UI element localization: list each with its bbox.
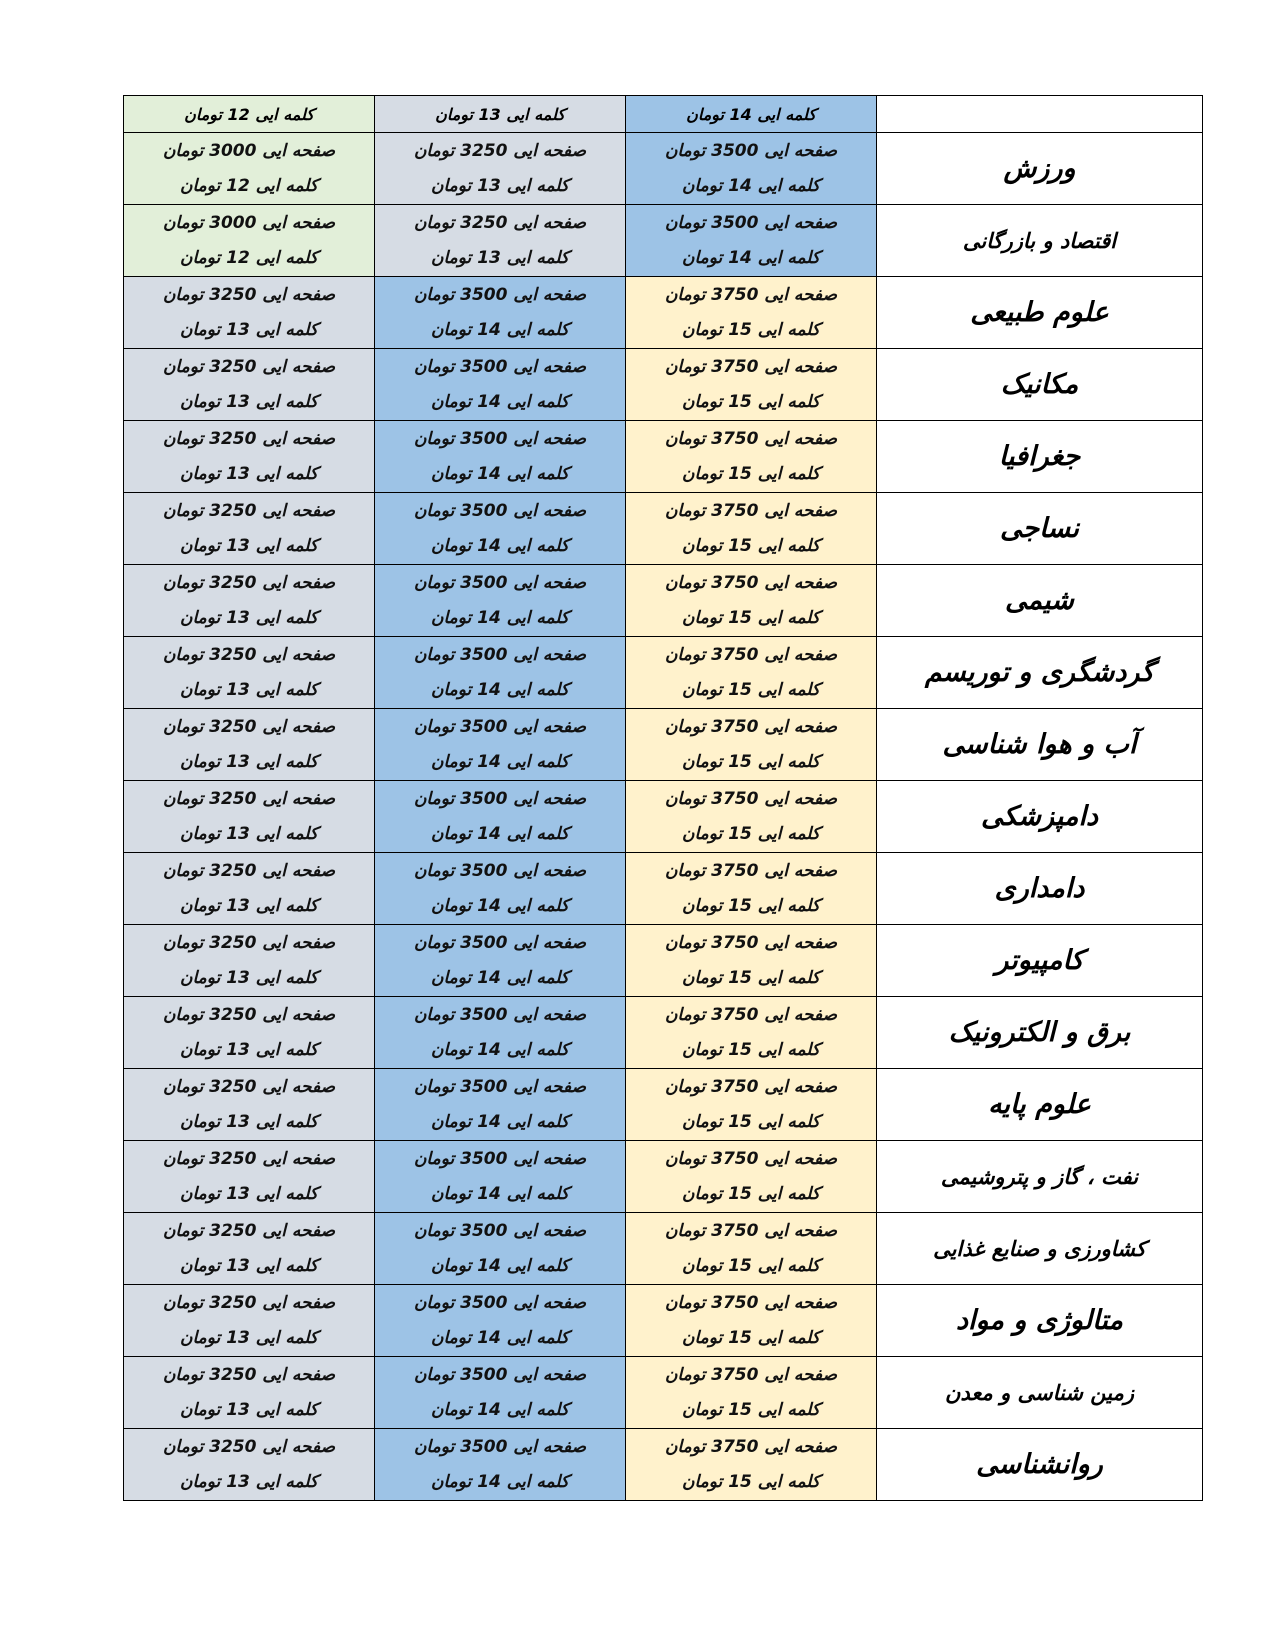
table-row [124, 1069, 1203, 1141]
subject-cell: روانشناسی [877, 1429, 1203, 1501]
word-price: کلمه ایی 13 تومان [180, 1399, 318, 1420]
price-cell [375, 853, 626, 925]
word-price: کلمه ایی 15 تومان [682, 463, 820, 484]
word-price: کلمه ایی 14 تومان [682, 247, 820, 268]
word-price: کلمه ایی 15 تومان [682, 1111, 820, 1132]
subject-cell: متالوژی و مواد [877, 1285, 1203, 1357]
subject-cell: گردشگری و توریسم [877, 637, 1203, 709]
word-price: کلمه ایی 13 تومان [180, 1039, 318, 1060]
page-price: صفحه ایی 3750 تومان [664, 1292, 838, 1313]
word-price: کلمه ایی 12 تومان [180, 175, 318, 196]
page-price: صفحه ایی 3500 تومان [413, 1148, 587, 1169]
price-cell [124, 637, 375, 709]
page-price: صفحه ایی 3750 تومان [664, 356, 838, 377]
header-subject [877, 96, 1203, 133]
word-price: کلمه ایی 13 تومان [180, 1327, 318, 1348]
page-price: صفحه ایی 3000 تومان [162, 140, 336, 161]
page-price: صفحه ایی 3250 تومان [162, 716, 336, 737]
word-price: کلمه ایی 12 تومان [180, 247, 318, 268]
table-row [124, 493, 1203, 565]
page-price: صفحه ایی 3250 تومان [162, 572, 336, 593]
price-cell [375, 349, 626, 421]
subject-cell: دامداری [877, 853, 1203, 925]
page-price: صفحه ایی 3750 تومان [664, 428, 838, 449]
page-price: صفحه ایی 3750 تومان [664, 1004, 838, 1025]
price-cell [124, 493, 375, 565]
word-price: کلمه ایی 15 تومان [682, 1471, 820, 1492]
page-price: صفحه ایی 3750 تومان [664, 1076, 838, 1097]
price-cell [375, 1141, 626, 1213]
word-price: کلمه ایی 14 تومان [431, 679, 569, 700]
page-price: صفحه ایی 3250 تومان [162, 860, 336, 881]
word-price: کلمه ایی 14 تومان [431, 1327, 569, 1348]
word-price: کلمه ایی 14 تومان [431, 1039, 569, 1060]
price-cell [375, 781, 626, 853]
subject-cell: علوم پایه [877, 1069, 1203, 1141]
subject-cell: نساجی [877, 493, 1203, 565]
word-price: کلمه ایی 13 تومان [431, 175, 569, 196]
price-cell [375, 493, 626, 565]
word-price: کلمه ایی 13 تومان [180, 1255, 318, 1276]
page-price: صفحه ایی 3750 تومان [664, 572, 838, 593]
word-price: کلمه ایی 13 تومان [431, 247, 569, 268]
subject-cell: کامپیوتر [877, 925, 1203, 997]
page-price: صفحه ایی 3250 تومان [162, 932, 336, 953]
table-row [124, 133, 1203, 205]
word-price: کلمه ایی 15 تومان [682, 751, 820, 772]
page-price: صفحه ایی 3500 تومان [413, 1220, 587, 1241]
page-price: صفحه ایی 3500 تومان [413, 500, 587, 521]
word-price: کلمه ایی 14 تومان [431, 1399, 569, 1420]
price-cell [626, 421, 877, 493]
price-cell [626, 709, 877, 781]
word-price: کلمه ایی 13 تومان [180, 1471, 318, 1492]
word-price: کلمه ایی 15 تومان [682, 679, 820, 700]
price-cell [375, 1285, 626, 1357]
price-cell [626, 493, 877, 565]
word-price: کلمه ایی 15 تومان [682, 895, 820, 916]
word-price: کلمه ایی 14 تومان [431, 1183, 569, 1204]
page-price: صفحه ایی 3750 تومان [664, 788, 838, 809]
price-cell [375, 997, 626, 1069]
page-price: صفحه ایی 3250 تومان [162, 788, 336, 809]
word-price: کلمه ایی 14 تومان [431, 319, 569, 340]
page-price: صفحه ایی 3750 تومان [664, 1220, 838, 1241]
page-price: صفحه ایی 3250 تومان [162, 1220, 336, 1241]
page-price: صفحه ایی 3250 تومان [162, 284, 336, 305]
page-price: صفحه ایی 3250 تومان [162, 1436, 336, 1457]
subject-cell: علوم طبیعی [877, 277, 1203, 349]
price-cell [124, 565, 375, 637]
word-price: کلمه ایی 13 تومان [180, 679, 318, 700]
word-price: کلمه ایی 15 تومان [682, 1255, 820, 1276]
page-price: صفحه ایی 3250 تومان [162, 428, 336, 449]
page-price: صفحه ایی 3250 تومان [162, 1004, 336, 1025]
word-price: کلمه ایی 14 تومان [431, 751, 569, 772]
price-cell [626, 277, 877, 349]
price-cell [375, 1213, 626, 1285]
word-price: کلمه ایی 14 تومان [431, 391, 569, 412]
price-cell [375, 277, 626, 349]
page-price: صفحه ایی 3500 تومان [413, 1004, 587, 1025]
word-price: کلمه ایی 14 تومان [682, 175, 820, 196]
price-table [123, 95, 1203, 1501]
page-price: صفحه ایی 3250 تومان [162, 1292, 336, 1313]
word-price: کلمه ایی 13 تومان [180, 823, 318, 844]
price-cell [124, 925, 375, 997]
page-price: صفحه ایی 3750 تومان [664, 284, 838, 305]
word-price: کلمه ایی 14 تومان [431, 1111, 569, 1132]
page-price: صفحه ایی 3250 تومان [413, 140, 587, 161]
page-price: صفحه ایی 3500 تومان [413, 284, 587, 305]
price-cell [375, 565, 626, 637]
header-tier-12: کلمه ایی 12 تومان [124, 96, 375, 133]
page-price: صفحه ایی 3500 تومان [413, 572, 587, 593]
header-tier-14: کلمه ایی 14 تومان [626, 96, 877, 133]
price-cell [124, 421, 375, 493]
page-price: صفحه ایی 3250 تومان [162, 500, 336, 521]
word-price: کلمه ایی 15 تومان [682, 1183, 820, 1204]
page-price: صفحه ایی 3500 تومان [413, 1364, 587, 1385]
page-price: صفحه ایی 3500 تومان [413, 788, 587, 809]
word-price: کلمه ایی 13 تومان [180, 319, 318, 340]
page-price: صفحه ایی 3500 تومان [413, 860, 587, 881]
price-cell [375, 421, 626, 493]
page-price: صفحه ایی 3750 تومان [664, 500, 838, 521]
price-cell [124, 853, 375, 925]
page-price: صفحه ایی 3750 تومان [664, 1364, 838, 1385]
table-row [124, 277, 1203, 349]
word-price: کلمه ایی 14 تومان [431, 967, 569, 988]
table-row [124, 205, 1203, 277]
price-cell [626, 637, 877, 709]
page-price: صفحه ایی 3500 تومان [413, 716, 587, 737]
price-cell [626, 1141, 877, 1213]
word-price: کلمه ایی 14 تومان [431, 823, 569, 844]
page-price: صفحه ایی 3750 تومان [664, 716, 838, 737]
word-price: کلمه ایی 13 تومان [180, 607, 318, 628]
word-price: کلمه ایی 15 تومان [682, 967, 820, 988]
price-cell [626, 1285, 877, 1357]
word-price: کلمه ایی 13 تومان [180, 391, 318, 412]
price-cell [124, 277, 375, 349]
price-cell [124, 205, 375, 277]
word-price: کلمه ایی 14 تومان [431, 1255, 569, 1276]
word-price: کلمه ایی 15 تومان [682, 1039, 820, 1060]
table-row [124, 997, 1203, 1069]
subject-cell: ورزش [877, 133, 1203, 205]
page-price: صفحه ایی 3000 تومان [162, 212, 336, 233]
table-row [124, 565, 1203, 637]
price-cell [375, 1429, 626, 1501]
word-price: کلمه ایی 13 تومان [180, 463, 318, 484]
price-cell [124, 781, 375, 853]
page-price: صفحه ایی 3250 تومان [162, 1148, 336, 1169]
word-price: کلمه ایی 15 تومان [682, 1327, 820, 1348]
page-price: صفحه ایی 3500 تومان [413, 1076, 587, 1097]
price-cell [626, 853, 877, 925]
subject-cell: آب و هوا شناسی [877, 709, 1203, 781]
word-price: کلمه ایی 13 تومان [180, 751, 318, 772]
price-cell [124, 1285, 375, 1357]
price-cell [124, 1429, 375, 1501]
table-row [124, 709, 1203, 781]
subject-cell: جغرافیا [877, 421, 1203, 493]
header-tier-13: کلمه ایی 13 تومان [375, 96, 626, 133]
page-price: صفحه ایی 3250 تومان [413, 212, 587, 233]
price-cell [626, 1213, 877, 1285]
subject-cell: اقتصاد و بازرگانی [877, 205, 1203, 277]
word-price: کلمه ایی 14 تومان [431, 607, 569, 628]
price-cell [626, 997, 877, 1069]
price-cell [375, 925, 626, 997]
price-cell [375, 709, 626, 781]
table-row [124, 637, 1203, 709]
table-row [124, 1213, 1203, 1285]
price-cell [124, 709, 375, 781]
price-cell [375, 133, 626, 205]
word-price: کلمه ایی 15 تومان [682, 535, 820, 556]
word-price: کلمه ایی 13 تومان [180, 895, 318, 916]
price-cell [626, 1069, 877, 1141]
word-price: کلمه ایی 14 تومان [431, 535, 569, 556]
table-row [124, 925, 1203, 997]
price-cell [626, 781, 877, 853]
subject-cell: نفت ، گاز و پتروشیمی [877, 1141, 1203, 1213]
word-price: کلمه ایی 15 تومان [682, 319, 820, 340]
subject-cell: برق و الکترونیک [877, 997, 1203, 1069]
word-price: کلمه ایی 14 تومان [431, 1471, 569, 1492]
price-cell [626, 205, 877, 277]
price-cell [626, 349, 877, 421]
page-price: صفحه ایی 3500 تومان [413, 644, 587, 665]
word-price: کلمه ایی 15 تومان [682, 391, 820, 412]
price-cell [626, 925, 877, 997]
word-price: کلمه ایی 15 تومان [682, 823, 820, 844]
price-cell [626, 1357, 877, 1429]
page-price: صفحه ایی 3250 تومان [162, 644, 336, 665]
subject-cell: کشاورزی و صنایع غذایی [877, 1213, 1203, 1285]
price-cell [626, 1429, 877, 1501]
page-price: صفحه ایی 3500 تومان [413, 1436, 587, 1457]
word-price: کلمه ایی 15 تومان [682, 607, 820, 628]
price-cell [375, 637, 626, 709]
subject-cell: دامپزشکی [877, 781, 1203, 853]
page-price: صفحه ایی 3500 تومان [413, 1292, 587, 1313]
price-cell [375, 1357, 626, 1429]
price-cell [375, 205, 626, 277]
page-price: صفحه ایی 3250 تومان [162, 1364, 336, 1385]
page-price: صفحه ایی 3500 تومان [413, 356, 587, 377]
price-cell [124, 997, 375, 1069]
word-price: کلمه ایی 14 تومان [431, 895, 569, 916]
table-row [124, 781, 1203, 853]
price-table-body [124, 96, 1203, 1501]
word-price: کلمه ایی 13 تومان [180, 967, 318, 988]
table-row [124, 349, 1203, 421]
price-cell [124, 1213, 375, 1285]
page-price: صفحه ایی 3750 تومان [664, 1148, 838, 1169]
price-cell [124, 1141, 375, 1213]
page-price: صفحه ایی 3750 تومان [664, 932, 838, 953]
price-cell [124, 1069, 375, 1141]
subject-cell: مکانیک [877, 349, 1203, 421]
price-cell [124, 133, 375, 205]
subject-cell: شیمی [877, 565, 1203, 637]
page-price: صفحه ایی 3500 تومان [664, 140, 838, 161]
table-row [124, 421, 1203, 493]
table-row [124, 1141, 1203, 1213]
word-price: کلمه ایی 13 تومان [180, 1183, 318, 1204]
price-cell [124, 1357, 375, 1429]
table-row [124, 1285, 1203, 1357]
word-price: کلمه ایی 13 تومان [180, 535, 318, 556]
page-price: صفحه ایی 3750 تومان [664, 1436, 838, 1457]
word-price: کلمه ایی 15 تومان [682, 1399, 820, 1420]
table-row [124, 1357, 1203, 1429]
page-price: صفحه ایی 3750 تومان [664, 644, 838, 665]
page-price: صفحه ایی 3750 تومان [664, 860, 838, 881]
price-cell [375, 1069, 626, 1141]
header-row [124, 96, 1203, 133]
subject-cell: زمین شناسی و معدن [877, 1357, 1203, 1429]
table-row [124, 853, 1203, 925]
word-price: کلمه ایی 14 تومان [431, 463, 569, 484]
page-price: صفحه ایی 3500 تومان [413, 932, 587, 953]
price-cell [124, 349, 375, 421]
page-price: صفحه ایی 3250 تومان [162, 356, 336, 377]
page-price: صفحه ایی 3250 تومان [162, 1076, 336, 1097]
table-row [124, 1429, 1203, 1501]
page-price: صفحه ایی 3500 تومان [413, 428, 587, 449]
price-cell [626, 565, 877, 637]
page-price: صفحه ایی 3500 تومان [664, 212, 838, 233]
word-price: کلمه ایی 13 تومان [180, 1111, 318, 1132]
price-cell [626, 133, 877, 205]
